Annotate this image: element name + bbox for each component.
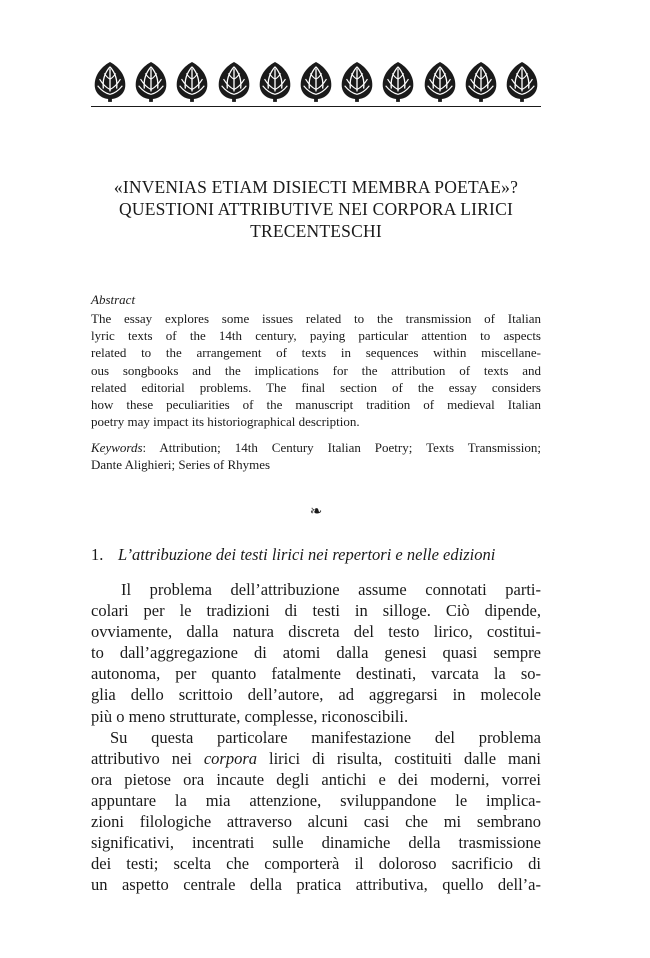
paragraph-line: [91, 748, 541, 769]
section-heading: [91, 544, 541, 566]
section-number: 1.: [91, 545, 104, 564]
paragraph-line: autonoma, per quanto fatalmente destinati, varcata la so-: [91, 664, 541, 684]
paragraph-line: Il problema dell’attribuzione assume connotati parti-: [121, 580, 541, 599]
flower-ornament-icon: [132, 60, 170, 102]
abstract-line: ous songbooks and the implications for the attribution of texts and: [91, 362, 541, 378]
paragraph-line: più o meno strutturate, complesse, riconoscibili.: [91, 706, 409, 726]
title-line-2: QUESTIONI ATTRIBUTIVE NEI CORPORA LIRICI: [119, 199, 513, 219]
flower-ornament-icon: [379, 60, 417, 102]
paragraph-line: to dall’aggregazione di atomi dalla genesi quasi sempre: [91, 643, 541, 663]
keywords: [91, 439, 541, 473]
flower-ornament-icon: [338, 60, 376, 102]
body-text: [91, 579, 541, 895]
page: [91, 0, 541, 958]
flower-ornament-icon: [173, 60, 211, 102]
abstract-line: The essay explores some issues related to the transmission of Italian: [91, 311, 541, 326]
paragraph-line: zioni filologiche attraverso alcuni casi che mi sembrano: [91, 812, 541, 832]
paragraph-line: appuntare la mia attenzione, sviluppandone le implica-: [91, 790, 541, 810]
fleuron-icon: ❧: [309, 504, 323, 520]
article-title: [91, 176, 541, 242]
flower-ornament-icon: [462, 60, 500, 102]
abstract-line: how these peculiarities of the manuscript tradition of medieval Italian: [91, 396, 541, 412]
flower-ornament-icon: [297, 60, 335, 102]
paragraph-line: ovviamente, dalla natura discreta del testo lirico, costitui-: [91, 622, 541, 642]
keywords-line-2: Dante Alighieri; Series of Rhymes: [91, 457, 271, 473]
keywords-line-1: [91, 439, 541, 456]
abstract-text: [91, 310, 541, 430]
paragraph-line: significativi, incentrati sulle dinamiche della trasmissione: [91, 833, 541, 853]
flower-ornament-icon: [91, 60, 129, 102]
abstract-line: related editorial problems. The final section of the essay considers: [91, 379, 541, 395]
ornamental-header: [91, 60, 541, 102]
keywords-list-part-1: : Attribution; 14th Century Italian Poetry; Texts Transmission;: [142, 440, 541, 455]
paragraph-line: glia dello scrittoio dell’autore, ad aggregarsi in molecole: [91, 685, 541, 705]
abstract-line: poetry may impact its historiographical description.: [91, 414, 360, 430]
keywords-label: Keywords: [91, 440, 143, 455]
title-line-1: «INVENIAS ETIAM DISIECTI MEMBRA POETAE»?: [113, 177, 519, 197]
abstract-label: Abstract: [91, 292, 136, 307]
text-run: attributivo nei: [91, 748, 204, 768]
section-title: L’attribuzione dei testi lirici nei repertori e nelle edizioni: [118, 545, 496, 564]
flower-ornament-icon: [421, 60, 459, 102]
header-rule: [91, 106, 541, 107]
abstract-line: related to the arrangement of texts in sequences within miscellane-: [91, 345, 541, 361]
italic-term: corpora: [203, 748, 258, 768]
paragraph-line: colari per le tradizioni di testi in silloge. Ciò dipende,: [91, 601, 541, 621]
text-run: lirici di risulta, costituiti dalle mani: [257, 748, 541, 768]
paragraph-line: dei testi; scelta che comporterà il doloroso sacrificio di: [91, 854, 541, 874]
paragraph-line: ora pietose ora incaute degli antichi e dei moderni, vorrei: [91, 769, 541, 789]
flower-ornament-icon: [256, 60, 294, 102]
abstract-line: lyric texts of the 14th century, paying particular attention to aspects: [91, 328, 541, 344]
flower-ornament-icon: [503, 60, 541, 102]
paragraph-line: Su questa particolare manifestazione del problema: [110, 727, 541, 747]
title-line-3: TRECENTESCHI: [250, 221, 382, 241]
flower-ornament-icon: [215, 60, 253, 102]
paragraph-line: un aspetto centrale della pratica attributiva, quello dell’a-: [91, 875, 541, 895]
